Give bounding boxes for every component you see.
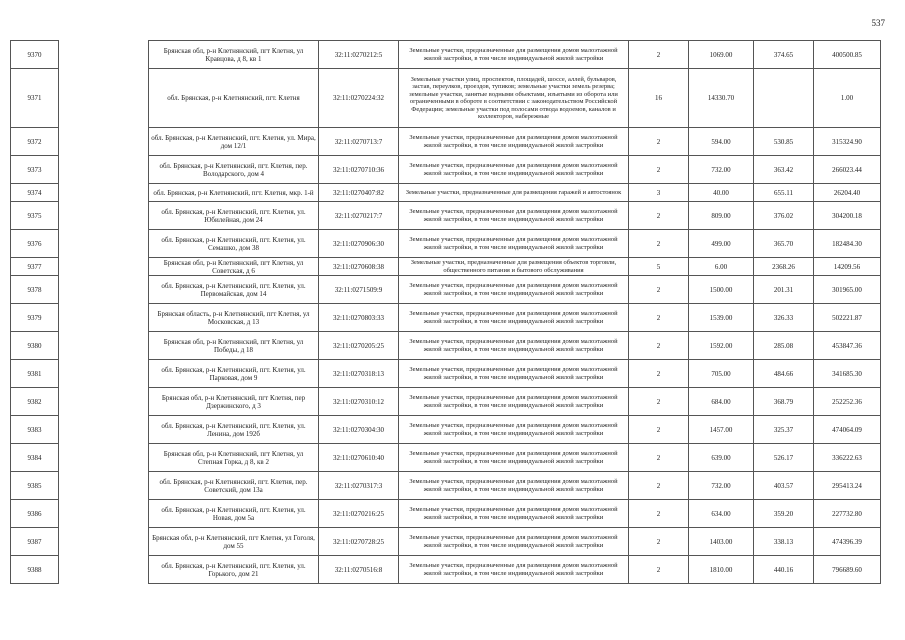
spacer-cell [59, 258, 149, 276]
cadastral-value-cell: 336222.63 [814, 444, 881, 472]
row-id-cell: 9371 [11, 69, 59, 128]
address-cell: обл. Брянская, р-н Клетнянский, пгт. Клетня, ул. Первомайская, дом 14 [149, 276, 319, 304]
row-id-cell: 9375 [11, 202, 59, 230]
address-cell: обл. Брянская, р-н Клетнянский, пгт. Клетня, мкр. 1-й [149, 184, 319, 202]
area-cell: 809.00 [689, 202, 754, 230]
spacer-cell [59, 360, 149, 388]
spacer-cell [59, 528, 149, 556]
group-cell: 3 [629, 184, 689, 202]
spacer-cell [59, 388, 149, 416]
row-id-cell: 9377 [11, 258, 59, 276]
cadastral-value-cell: 502221.87 [814, 304, 881, 332]
area-cell: 732.00 [689, 472, 754, 500]
rate-cell: 530.85 [754, 128, 814, 156]
cadastral-number-cell: 32:11:0270728:25 [319, 528, 399, 556]
rate-cell: 374.65 [754, 41, 814, 69]
cadastral-number-cell: 32:11:0270516:8 [319, 556, 399, 584]
cadastral-number-cell: 32:11:0270317:3 [319, 472, 399, 500]
cadastral-number-cell: 32:11:0270803:33 [319, 304, 399, 332]
table-row [11, 202, 881, 230]
row-id-cell: 9382 [11, 388, 59, 416]
row-id-cell: 9372 [11, 128, 59, 156]
group-cell: 2 [629, 202, 689, 230]
area-cell: 705.00 [689, 360, 754, 388]
row-id-cell: 9380 [11, 332, 59, 360]
rate-cell: 325.37 [754, 416, 814, 444]
row-id-cell: 9387 [11, 528, 59, 556]
land-use-cell: Земельные участки, предназначенные для размещения домов малоэтажной жилой застройки, в том числе индивидуальной жилой застройки [399, 416, 629, 444]
spacer-cell [59, 304, 149, 332]
cadastral-number-cell: 32:11:0270224:32 [319, 69, 399, 128]
address-cell: обл. Брянская, р-н Клетнянский, пгт. Клетня, ул. Мира, дом 12/1 [149, 128, 319, 156]
land-use-cell: Земельные участки улиц, проспектов, площадей, шоссе, аллей, бульваров, застав, переулков, проездов, тупиков; земельные участки земель резерва; земельные участки, занятые водными объектами, изъятыми из оборота или ограниченными в обороте в соответствии с законодательством Российской Федерации; земельные участки под полосами отвода водоемов, каналов и коллекторов, набережные [399, 69, 629, 128]
area-cell: 499.00 [689, 230, 754, 258]
group-cell: 2 [629, 276, 689, 304]
address-cell: обл. Брянская, р-н Клетнянский, пгт. Клетня, ул. Семашко, дом 38 [149, 230, 319, 258]
cadastral-value-cell: 453847.36 [814, 332, 881, 360]
group-cell: 2 [629, 528, 689, 556]
area-cell: 1539.00 [689, 304, 754, 332]
address-cell: обл. Брянская, р-н Клетнянский, пгт. Клетня, ул. Новая, дом 5а [149, 500, 319, 528]
address-cell: обл. Брянская, р-н Клетнянский, пгт. Клетня, ул. Горького, дом 21 [149, 556, 319, 584]
row-id-cell: 9384 [11, 444, 59, 472]
address-cell: Брянская обл, р-н Клетнянский, пгт Клетня, ул Советская, д 6 [149, 258, 319, 276]
table-row [11, 388, 881, 416]
area-cell: 594.00 [689, 128, 754, 156]
table-row [11, 258, 881, 276]
table-row [11, 69, 881, 128]
table-row [11, 156, 881, 184]
area-cell: 732.00 [689, 156, 754, 184]
rate-cell: 526.17 [754, 444, 814, 472]
cadastral-number-cell: 32:11:0270608:38 [319, 258, 399, 276]
cadastral-number-cell: 32:11:0270212:5 [319, 41, 399, 69]
table-row [11, 360, 881, 388]
cadastral-value-cell: 304200.18 [814, 202, 881, 230]
row-id-cell: 9381 [11, 360, 59, 388]
group-cell: 16 [629, 69, 689, 128]
area-cell: 1403.00 [689, 528, 754, 556]
address-cell: Брянская обл, р-н Клетнянский, пгт Клетня, ул Победы, д 18 [149, 332, 319, 360]
spacer-cell [59, 500, 149, 528]
spacer-cell [59, 156, 149, 184]
rate-cell: 326.33 [754, 304, 814, 332]
land-use-cell: Земельные участки, предназначенные для размещения домов малоэтажной жилой застройки, в том числе индивидуальной жилой застройки [399, 230, 629, 258]
address-cell: Брянская обл, р-н Клетнянский, пгт Клетня, ул Кравцова, д 8, кв 1 [149, 41, 319, 69]
rate-cell: 403.57 [754, 472, 814, 500]
cadastral-value-cell: 1.00 [814, 69, 881, 128]
address-cell: Брянская обл, р-н Клетнянский, пгт Клетня, пер Дзержинского, д 3 [149, 388, 319, 416]
spacer-cell [59, 332, 149, 360]
area-cell: 1069.00 [689, 41, 754, 69]
group-cell: 2 [629, 332, 689, 360]
cadastral-value-cell: 227732.80 [814, 500, 881, 528]
rate-cell: 338.13 [754, 528, 814, 556]
group-cell: 2 [629, 304, 689, 332]
cadastral-value-cell: 474396.39 [814, 528, 881, 556]
address-cell: Брянская обл, р-н Клетнянский, пгт Клетня, ул Степная Горка, д 8, кв 2 [149, 444, 319, 472]
spacer-cell [59, 416, 149, 444]
cadastral-value-cell: 315324.90 [814, 128, 881, 156]
area-cell: 684.00 [689, 388, 754, 416]
address-cell: Брянская область, р-н Клетнянский, пгт Клетня, ул Московская, д 13 [149, 304, 319, 332]
group-cell: 2 [629, 556, 689, 584]
spacer-cell [59, 472, 149, 500]
spacer-cell [59, 41, 149, 69]
row-id-cell: 9373 [11, 156, 59, 184]
land-plots-table [10, 40, 881, 584]
land-use-cell: Земельные участки, предназначенные для размещения объектов торговли, общественного питания и бытового обслуживания [399, 258, 629, 276]
row-id-cell: 9374 [11, 184, 59, 202]
cadastral-number-cell: 32:11:0270610:40 [319, 444, 399, 472]
spacer-cell [59, 128, 149, 156]
cadastral-number-cell: 32:11:0270710:36 [319, 156, 399, 184]
area-cell: 634.00 [689, 500, 754, 528]
row-id-cell: 9388 [11, 556, 59, 584]
address-cell: обл. Брянская, р-н Клетнянский, пгт. Клетня, ул. Юбилейная, дом 24 [149, 202, 319, 230]
cadastral-number-cell: 32:11:0270304:30 [319, 416, 399, 444]
spacer-cell [59, 69, 149, 128]
rate-cell [754, 69, 814, 128]
address-cell: Брянская обл, р-н Клетнянский, пгт Клетня, ул Гоголя, дом 55 [149, 528, 319, 556]
land-use-cell: Земельные участки, предназначенные для размещения домов малоэтажной жилой застройки, в том числе индивидуальной жилой застройки [399, 41, 629, 69]
row-id-cell: 9385 [11, 472, 59, 500]
land-use-cell: Земельные участки, предназначенные для размещения домов малоэтажной жилой застройки, в том числе индивидуальной жилой застройки [399, 304, 629, 332]
cadastral-value-cell: 295413.24 [814, 472, 881, 500]
group-cell: 2 [629, 230, 689, 258]
area-cell: 639.00 [689, 444, 754, 472]
rate-cell: 365.70 [754, 230, 814, 258]
group-cell: 2 [629, 444, 689, 472]
land-use-cell: Земельные участки, предназначенные для размещения домов малоэтажной жилой застройки, в том числе индивидуальной жилой застройки [399, 128, 629, 156]
land-use-cell: Земельные участки, предназначенные для размещения домов малоэтажной жилой застройки, в том числе индивидуальной жилой застройки [399, 156, 629, 184]
group-cell: 2 [629, 388, 689, 416]
spacer-cell [59, 444, 149, 472]
rate-cell: 376.02 [754, 202, 814, 230]
land-use-cell: Земельные участки, предназначенные для размещения домов малоэтажной жилой застройки, в том числе индивидуальной жилой застройки [399, 332, 629, 360]
cadastral-value-cell: 14209.56 [814, 258, 881, 276]
cadastral-number-cell: 32:11:0270216:25 [319, 500, 399, 528]
table-row [11, 416, 881, 444]
table-row [11, 332, 881, 360]
rate-cell: 368.79 [754, 388, 814, 416]
area-cell: 1500.00 [689, 276, 754, 304]
group-cell: 2 [629, 416, 689, 444]
area-cell: 1810.00 [689, 556, 754, 584]
cadastral-value-cell: 252252.36 [814, 388, 881, 416]
land-use-cell: Земельные участки, предназначенные для размещения домов малоэтажной жилой застройки, в том числе индивидуальной жилой застройки [399, 202, 629, 230]
cadastral-number-cell: 32:11:0270310:12 [319, 388, 399, 416]
table-row [11, 304, 881, 332]
rate-cell: 363.42 [754, 156, 814, 184]
group-cell: 5 [629, 258, 689, 276]
group-cell: 2 [629, 472, 689, 500]
cadastral-number-cell: 32:11:0270713:7 [319, 128, 399, 156]
rate-cell: 484.66 [754, 360, 814, 388]
area-cell: 1457.00 [689, 416, 754, 444]
land-use-cell: Земельные участки, предназначенные для размещения домов малоэтажной жилой застройки, в том числе индивидуальной жилой застройки [399, 500, 629, 528]
spacer-cell [59, 184, 149, 202]
cadastral-value-cell: 26204.40 [814, 184, 881, 202]
row-id-cell: 9386 [11, 500, 59, 528]
spacer-cell [59, 556, 149, 584]
group-cell: 2 [629, 128, 689, 156]
area-cell: 14330.70 [689, 69, 754, 128]
page-number: 537 [871, 18, 885, 28]
land-use-cell: Земельные участки, предназначенные для размещения домов малоэтажной жилой застройки, в том числе индивидуальной жилой застройки [399, 472, 629, 500]
row-id-cell: 9379 [11, 304, 59, 332]
area-cell: 40.00 [689, 184, 754, 202]
row-id-cell: 9383 [11, 416, 59, 444]
rate-cell: 2368.26 [754, 258, 814, 276]
land-use-cell: Земельные участки, предназначенные для размещения домов малоэтажной жилой застройки, в том числе индивидуальной жилой застройки [399, 388, 629, 416]
table-row [11, 500, 881, 528]
land-use-cell: Земельные участки, предназначенные для размещения домов малоэтажной жилой застройки, в том числе индивидуальной жилой застройки [399, 556, 629, 584]
rate-cell: 201.31 [754, 276, 814, 304]
land-use-cell: Земельные участки, предназначенные для размещения домов малоэтажной жилой застройки, в том числе индивидуальной жилой застройки [399, 444, 629, 472]
table-row [11, 444, 881, 472]
rate-cell: 285.08 [754, 332, 814, 360]
cadastral-value-cell: 301965.00 [814, 276, 881, 304]
group-cell: 2 [629, 156, 689, 184]
land-use-cell: Земельные участки, предназначенные для размещения домов малоэтажной жилой застройки, в том числе индивидуальной жилой застройки [399, 360, 629, 388]
spacer-cell [59, 276, 149, 304]
address-cell: обл. Брянская, р-н Клетнянский, пгт. Клетня, пер. Советский, дом 13а [149, 472, 319, 500]
row-id-cell: 9378 [11, 276, 59, 304]
address-cell: обл. Брянская, р-н Клетнянский, пгт. Клетня [149, 69, 319, 128]
cadastral-number-cell: 32:11:0270318:13 [319, 360, 399, 388]
table-row [11, 276, 881, 304]
group-cell: 2 [629, 500, 689, 528]
cadastral-value-cell: 182484.30 [814, 230, 881, 258]
land-use-cell: Земельные участки, предназначенные для размещения домов малоэтажной жилой застройки, в том числе индивидуальной жилой застройки [399, 528, 629, 556]
table-row [11, 41, 881, 69]
cadastral-number-cell: 32:11:0270217:7 [319, 202, 399, 230]
rate-cell: 359.20 [754, 500, 814, 528]
cadastral-value-cell: 341685.30 [814, 360, 881, 388]
cadastral-number-cell: 32:11:0270205:25 [319, 332, 399, 360]
spacer-cell [59, 202, 149, 230]
land-use-cell: Земельные участки, предназначенные для размещения гаражей и автостоянок [399, 184, 629, 202]
cadastral-value-cell: 400500.85 [814, 41, 881, 69]
cadastral-value-cell: 266023.44 [814, 156, 881, 184]
land-use-cell: Земельные участки, предназначенные для размещения домов малоэтажной жилой застройки, в том числе индивидуальной жилой застройки [399, 276, 629, 304]
table-row [11, 472, 881, 500]
row-id-cell: 9376 [11, 230, 59, 258]
area-cell: 1592.00 [689, 332, 754, 360]
address-cell: обл. Брянская, р-н Клетнянский, пгт. Клетня, ул. Ленина, дом 192б [149, 416, 319, 444]
table-body [11, 41, 881, 584]
cadastral-number-cell: 32:11:0270906:30 [319, 230, 399, 258]
cadastral-value-cell: 474064.09 [814, 416, 881, 444]
rate-cell: 655.11 [754, 184, 814, 202]
area-cell: 6.00 [689, 258, 754, 276]
address-cell: обл. Брянская, р-н Клетнянский, пгт. Клетня, ул. Парковая, дом 9 [149, 360, 319, 388]
table-row [11, 556, 881, 584]
cadastral-number-cell: 32:11:0270407:82 [319, 184, 399, 202]
group-cell: 2 [629, 360, 689, 388]
cadastral-number-cell: 32:11:0271509:9 [319, 276, 399, 304]
row-id-cell: 9370 [11, 41, 59, 69]
table-row [11, 184, 881, 202]
table-row [11, 230, 881, 258]
table-row [11, 128, 881, 156]
table-row [11, 528, 881, 556]
rate-cell: 440.16 [754, 556, 814, 584]
group-cell: 2 [629, 41, 689, 69]
cadastral-value-cell: 796689.60 [814, 556, 881, 584]
address-cell: обл. Брянская, р-н Клетнянский, пгт. Клетня, пер. Володарского, дом 4 [149, 156, 319, 184]
spacer-cell [59, 230, 149, 258]
